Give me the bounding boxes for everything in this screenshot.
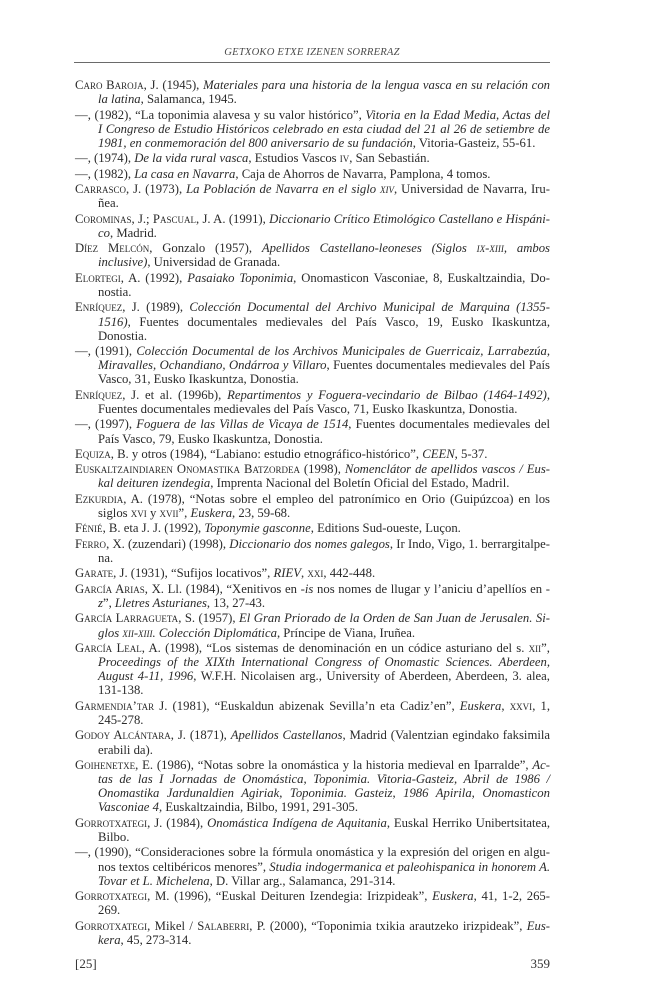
entry-text: , 23, 59-68. xyxy=(232,506,291,521)
entry-text: , J. et al. (1996b), xyxy=(122,387,228,402)
entry-text: , Madrid. xyxy=(109,225,157,240)
bibliography-entry xyxy=(75,447,550,461)
entry-text: , Fuentes documentales medievales del País Vasco, 79, Eusko Ikaskuntza, Donostia. xyxy=(98,417,551,446)
entry-text: , San Sebastián. xyxy=(349,151,430,166)
entry-text: , B. y otros (1984), “Labiano: estudio etnográfico-histórico”, xyxy=(110,446,423,461)
entry-text: , J. (1989), xyxy=(122,300,190,315)
bibliography-entry xyxy=(75,521,550,535)
entry-text: , 13, 27-43. xyxy=(206,595,266,610)
author-name: iv xyxy=(339,151,350,166)
entry-text: , J. A. (1991), xyxy=(195,211,270,226)
author-name: xxvi xyxy=(509,698,533,713)
author-name: Elortegi xyxy=(75,270,121,285)
entry-text: , Euskaltzaindia, Bilbo, 1991, 291-305. xyxy=(158,800,359,815)
entry-text: , Fuentes documentales medievales del País Vasco, 19, Eusko Ikaskuntza, Donostia. xyxy=(98,314,550,343)
running-head: GETXOKO ETXE IZENEN SORRERAZ xyxy=(224,47,400,58)
entry-text: , Editions Sud-oueste, Luçon. xyxy=(310,521,461,536)
bibliography-entry xyxy=(75,728,550,756)
author-name: xxi xyxy=(307,566,324,581)
bibliography-entry xyxy=(75,241,550,269)
work-title: Foguera de las Villas de Vicaya de 1514 xyxy=(136,417,349,432)
author-name: García Arias xyxy=(75,581,145,596)
entry-text: ”, xyxy=(541,640,550,655)
entry-text: , W.F.H. Nicolaisen arg., University of Aberdeen, Aberdeen, 3. alea, 131-138. xyxy=(98,669,550,698)
entry-text: nos nomes de llugar y l’aniciu d’apellíos en xyxy=(313,581,546,596)
work-title: Diccionario dos nomes galegos xyxy=(229,536,390,551)
entry-text: , X. Ll. (1984), “Xenitivos en xyxy=(144,581,301,596)
work-title: Diccionario Crítico Etimológico Castellano e Hispánico xyxy=(98,211,550,240)
entry-text: , xyxy=(501,698,510,713)
bibliography-entry xyxy=(75,344,550,386)
header-rule xyxy=(74,62,550,63)
entry-text: , J. (1931), “Sufijos locativos”, xyxy=(113,566,274,581)
bibliography-entry xyxy=(75,758,550,815)
work-title: Actas de las I Jornadas de Onomástica, Toponimia. Vitoria-Gasteiz, Abril de 1986 / Onomastika Jardunaldien Agiriak, Toponimia. Gasteiz, 1986 Apirila, Onomasticon Vasconiae 4 xyxy=(98,757,550,815)
author-name: Goihenetxe xyxy=(75,757,136,772)
bibliography-entry xyxy=(75,78,550,106)
author-name: Salaberri xyxy=(197,918,250,933)
bibliography-entry xyxy=(75,492,550,520)
author-name: Enríquez xyxy=(75,387,123,402)
author-name: Godoy Alcántara xyxy=(75,728,171,743)
entry-text: —, (1982), “La toponimia alavesa y su valor histórico”, xyxy=(75,107,366,122)
work-title: Repartimentos y Foguera-vecindario de Bilbao (1464-1492) xyxy=(227,387,547,402)
author-name: Gorrotxategi xyxy=(75,815,148,830)
work-title: Euskera xyxy=(432,889,474,904)
entry-text: , 1, 245-278. xyxy=(98,698,551,727)
entry-text: , Mikel / xyxy=(147,918,198,933)
entry-text: , Euskal Herriko Unibertsitatea, Bilbo. xyxy=(98,815,550,844)
bibliography-entry xyxy=(75,388,550,416)
bibliography-entry xyxy=(75,919,550,947)
entry-text: —, (1982), xyxy=(75,166,135,181)
author-name: xvi xyxy=(130,506,147,521)
entry-text: , J.; xyxy=(131,211,153,226)
bibliography-entry xyxy=(75,566,550,580)
entry-text: , 41, 1-2, 265-269. xyxy=(98,889,551,918)
work-title: Euskera xyxy=(190,506,233,521)
work-title: Onomástica Indígena de Aquitania xyxy=(207,815,387,830)
bibliography-entry xyxy=(75,582,550,610)
work-title: La Población de Navarra en el siglo xyxy=(186,182,381,197)
entry-text: , Príncipe de Viana, Iruñea. xyxy=(276,625,416,640)
entry-text: , D. Villar arg., Salamanca, 291-314. xyxy=(209,873,396,888)
work-title: RIEV xyxy=(273,566,301,581)
work-title: Vitoria en la Edad Media, Actas del I Congreso de Estudio Históricos celebrado en esta ciudad del 21 al 26 de setiembre de 1981, en conmemoración del 800 aniversario de su fundación xyxy=(98,107,550,150)
entry-text: —, (1997), xyxy=(75,417,137,432)
bibliography-entry xyxy=(75,417,550,445)
work-title: Colección Documental de los Archivos Municipales de Guerricaiz, Larrabezúa, Miravalles, Ochandiano, Ondárroa y Villaro xyxy=(98,344,550,373)
entry-text: , Fuentes documentales medievales del País Vasco, 71, Eusko Ikaskuntza, Donostia. xyxy=(98,387,550,416)
entry-text: , Onomasticon Vasconiae, 8, Euskaltzaindia, Donostia. xyxy=(98,270,550,299)
work-title: La casa en Navarra xyxy=(134,166,236,181)
author-name: García Leal xyxy=(75,640,142,655)
bibliography-entry xyxy=(75,167,550,181)
entry-text: —, (1991), xyxy=(75,344,137,359)
entry-text: , J. (1984), xyxy=(147,815,208,830)
entry-text: , Estudios Vascos xyxy=(248,151,340,166)
entry-text: , 45, 273-314. xyxy=(120,932,192,947)
bibliography-list xyxy=(75,78,550,948)
entry-text: , Imprenta Nacional del Boletín Oficial del Estado, Madril. xyxy=(210,476,510,491)
bibliography-entry xyxy=(75,537,550,565)
bibliography-entry xyxy=(75,611,550,639)
entry-text: , Fuentes documentales medievales del País Vasco, 31, Eusko Ikaskuntza, Donostia. xyxy=(98,358,550,387)
entry-text: , A. (1998), “Los sistemas de denominación en un códice asturiano del s. xyxy=(141,640,529,655)
entry-text: , 442-448. xyxy=(323,566,376,581)
author-name: Pascual xyxy=(152,211,196,226)
bibliography-entry xyxy=(75,462,550,490)
work-title: CEEN xyxy=(422,446,455,461)
work-title: Toponymie gasconne xyxy=(204,521,311,536)
entry-text: , E. (1986), “Notas sobre la onomástica y la historia medieval en Iparralde”, xyxy=(135,757,533,772)
work-title: Apellidos Castellano-leoneses (Siglos xyxy=(261,241,477,256)
author-name: xii-xiii xyxy=(122,625,153,640)
author-name: Euskaltzaindiaren Onomastika Batzordea xyxy=(75,462,300,477)
author-name: Carrasco xyxy=(75,182,126,197)
entry-text: , Gonzalo (1957), xyxy=(149,241,262,256)
author-name: García Larragueta xyxy=(75,611,179,626)
entry-text: ”, xyxy=(102,595,115,610)
bibliography-entry xyxy=(75,300,550,342)
author-name: Fénié xyxy=(75,521,103,536)
work-title: Materiales para una historia de la lengua vasca en su relación con la latina xyxy=(98,78,551,107)
author-name: xii xyxy=(528,640,542,655)
entry-text: , Universidad de Navarra, Iruñea. xyxy=(98,182,550,211)
author-name: xvii xyxy=(159,506,179,521)
bibliography-entry xyxy=(75,271,550,299)
author-name: ix-xiii xyxy=(476,241,504,256)
author-name: Ezkurdia xyxy=(75,491,124,506)
entry-text: , J. (1871), xyxy=(170,728,231,743)
entry-text: , xyxy=(301,566,308,581)
work-title: Nomenclátor de apellidos vascos / Euskal deituren izendegia xyxy=(98,462,550,491)
entry-text: , Madrid (Valentzian egindako faksimila erabili da). xyxy=(98,728,551,757)
entry-text: —, (1990), “Consideraciones sobre la fórmula onomástica y la expresión del origen en algunos textos celtibéricos menores”, xyxy=(75,845,550,874)
work-title: Euskera xyxy=(98,918,550,947)
entry-text: , S. (1957), xyxy=(178,611,240,626)
entry-text: , J. (1945), xyxy=(143,78,204,92)
work-title: Proceedings of the XIXth International Congress of Onomastic Sciences. Aberdeen, August 4-11, 1996 xyxy=(98,655,550,684)
bibliography-entry xyxy=(75,889,550,917)
entry-text: , Vitoria-Gasteiz, 55-61. xyxy=(412,135,536,150)
entry-text: , Universidad de Granada. xyxy=(147,255,281,270)
entry-text: J. (1981), “Euskaldun abizenak Sevilla’n eta Cadiz’en”, xyxy=(154,698,460,713)
author-name: Caro Baroja xyxy=(75,78,144,92)
author-name: Corominas xyxy=(75,211,132,226)
bibliography-entry xyxy=(75,212,550,240)
author-name: Enríquez xyxy=(75,300,123,315)
entry-text: , A. (1978), “Notas sobre el empleo del patronímico en Orio (Guipúzcoa) en los siglos xyxy=(98,491,550,521)
entry-text: , P. (2000), “Toponimia txikia arautzeko irizpideak”, xyxy=(249,918,527,933)
work-title: -z xyxy=(98,581,550,610)
bibliography-entry xyxy=(75,699,550,727)
entry-text: , M. (1996), “Euskal Deituren Izendegia: Irizpideak”, xyxy=(147,889,433,904)
work-title: Apellidos Castellanos xyxy=(230,728,343,743)
work-title: Euskera xyxy=(459,698,502,713)
page-number: 359 xyxy=(530,956,550,971)
entry-text: , Caja de Ahorros de Navarra, Pamplona, 4 tomos. xyxy=(235,166,491,181)
entry-text: (1998), xyxy=(299,462,345,477)
work-title: -is xyxy=(300,581,314,596)
work-title: De la vida rural vasca xyxy=(134,151,249,166)
bracket-page-number: [25] xyxy=(75,956,97,971)
work-title: Colección Documental del Archivo Municipal de Marquina (1355-1516) xyxy=(98,300,550,329)
author-name: Díez Melcón xyxy=(75,241,150,256)
bibliography-entry xyxy=(75,108,550,150)
entry-text: , Ir Indo, Vigo, 1. berrargitalpena. xyxy=(98,536,551,565)
work-title: . Colección Diplomática xyxy=(152,625,277,640)
entry-text: , B. eta J. J. (1992), xyxy=(102,521,205,536)
bibliography-entry xyxy=(75,182,550,210)
author-name: Garate xyxy=(75,566,114,581)
entry-text: , Salamanca, 1945. xyxy=(140,92,237,107)
work-title: Studia indogermanica et paleohispanica in honorem A. Tovar et L. Michelena xyxy=(98,859,550,888)
entry-text: —, (1974), xyxy=(75,151,135,166)
entry-text: , J. (1973), xyxy=(125,182,187,197)
entry-text: , X. (zuzendari) (1998), xyxy=(106,536,230,551)
bibliography-entry xyxy=(75,641,550,698)
entry-text: y xyxy=(146,506,160,521)
author-name: Garmendia’tar xyxy=(75,698,155,713)
work-title: , ambos inclusive) xyxy=(98,241,550,270)
author-name: Ferro xyxy=(75,536,107,551)
author-name: Gorrotxategi xyxy=(75,889,148,904)
author-name: Gorrotxategi xyxy=(75,918,148,933)
work-title: Pasaiako Toponimia xyxy=(187,270,294,285)
work-title: Lletres Asturianes xyxy=(114,595,207,610)
entry-text: , A. (1992), xyxy=(120,270,188,285)
entry-text: ”, xyxy=(178,506,191,521)
bibliography-entry xyxy=(75,845,550,887)
work-title: El Gran Priorado de la Orden de San Juan de Jerusalen. Siglos xyxy=(98,611,550,640)
entry-text: , 5-37. xyxy=(454,446,488,461)
bibliography-entry xyxy=(75,151,550,165)
bibliography-entry xyxy=(75,816,550,844)
author-name: xiv xyxy=(380,182,395,197)
author-name: Equiza xyxy=(75,446,111,461)
